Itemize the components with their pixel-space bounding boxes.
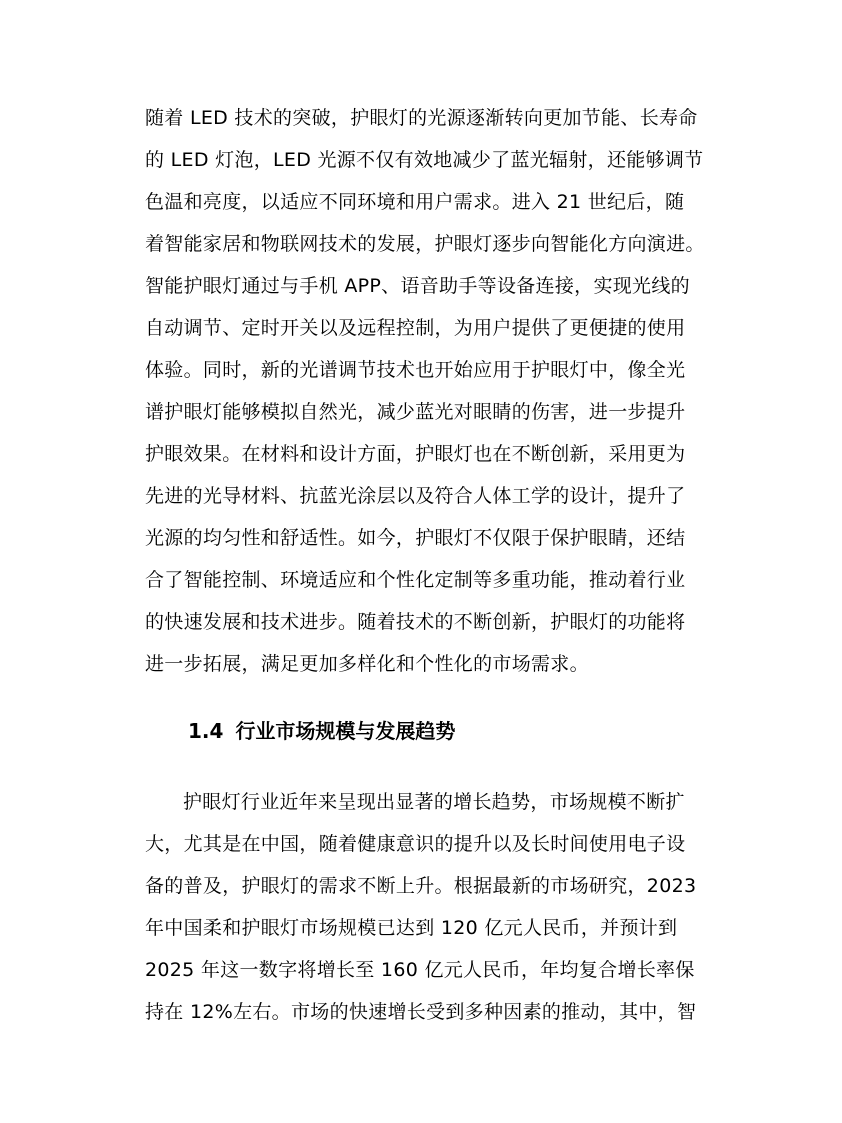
paragraph-1-line: 着智能家居和物联网技术的发展，护眼灯逐步向智能化方向演进。 <box>145 233 705 255</box>
paragraph-1-line: 进一步拓展，满足更加多样化和个性化的市场需求。 <box>145 653 589 675</box>
paragraph-1-line: 护眼效果。在材料和设计方面，护眼灯也在不断创新，采用更为 <box>145 443 686 465</box>
paragraph-2-line: 年中国柔和护眼灯市场规模已达到 120 亿元人民币，并预计到 <box>145 917 678 939</box>
paragraph-1-line: 随着 LED 技术的突破，护眼灯的光源逐渐转向更加节能、长寿命 <box>145 107 698 129</box>
paragraph-1-line: 光源的均匀性和舒适性。如今，护眼灯不仅限于保护眼睛，还结 <box>145 527 686 549</box>
paragraph-1-line: 智能护眼灯通过与手机 APP、语音助手等设备连接，实现光线的 <box>145 275 690 297</box>
paragraph-1-line: 谱护眼灯能够模拟自然光，减少蓝光对眼睛的伤害，进一步提升 <box>145 401 686 423</box>
paragraph-2-line: 护眼灯行业近年来呈现出显著的增长趋势，市场规模不断扩 <box>183 791 685 813</box>
paragraph-2-line: 大，尤其是在中国，随着健康意识的提升以及长时间使用电子设 <box>145 833 686 855</box>
paragraph-1-line: 色温和亮度，以适应不同环境和用户需求。进入 21 世纪后，随 <box>145 191 685 213</box>
paragraph-2-line: 2025 年这一数字将增长至 160 亿元人民币，年均复合增长率保 <box>145 959 695 981</box>
paragraph-1-line: 自动调节、定时开关以及远程控制，为用户提供了更便捷的使用 <box>145 317 686 339</box>
paragraph-1-line: 的 LED 灯泡，LED 光源不仅有效地减少了蓝光辐射，还能够调节 <box>145 149 704 171</box>
section-heading <box>188 718 455 744</box>
section-number: 1.4 <box>188 719 224 743</box>
section-title: 行业市场规模与发展趋势 <box>235 719 456 743</box>
paragraph-2-line: 备的普及，护眼灯的需求不断上升。根据最新的市场研究，2023 <box>145 875 697 897</box>
paragraph-1-line: 先进的光导材料、抗蓝光涂层以及符合人体工学的设计，提升了 <box>145 485 686 507</box>
paragraph-1-line: 体验。同时，新的光谱调节技术也开始应用于护眼灯中，像全光 <box>145 359 686 381</box>
paragraph-1-line: 的快速发展和技术进步。随着技术的不断创新，护眼灯的功能将 <box>145 611 686 633</box>
paragraph-2-line: 持在 12%左右。市场的快速增长受到多种因素的推动，其中，智 <box>145 1001 697 1023</box>
paragraph-1-line: 合了智能控制、环境适应和个性化定制等多重功能，推动着行业 <box>145 569 686 591</box>
